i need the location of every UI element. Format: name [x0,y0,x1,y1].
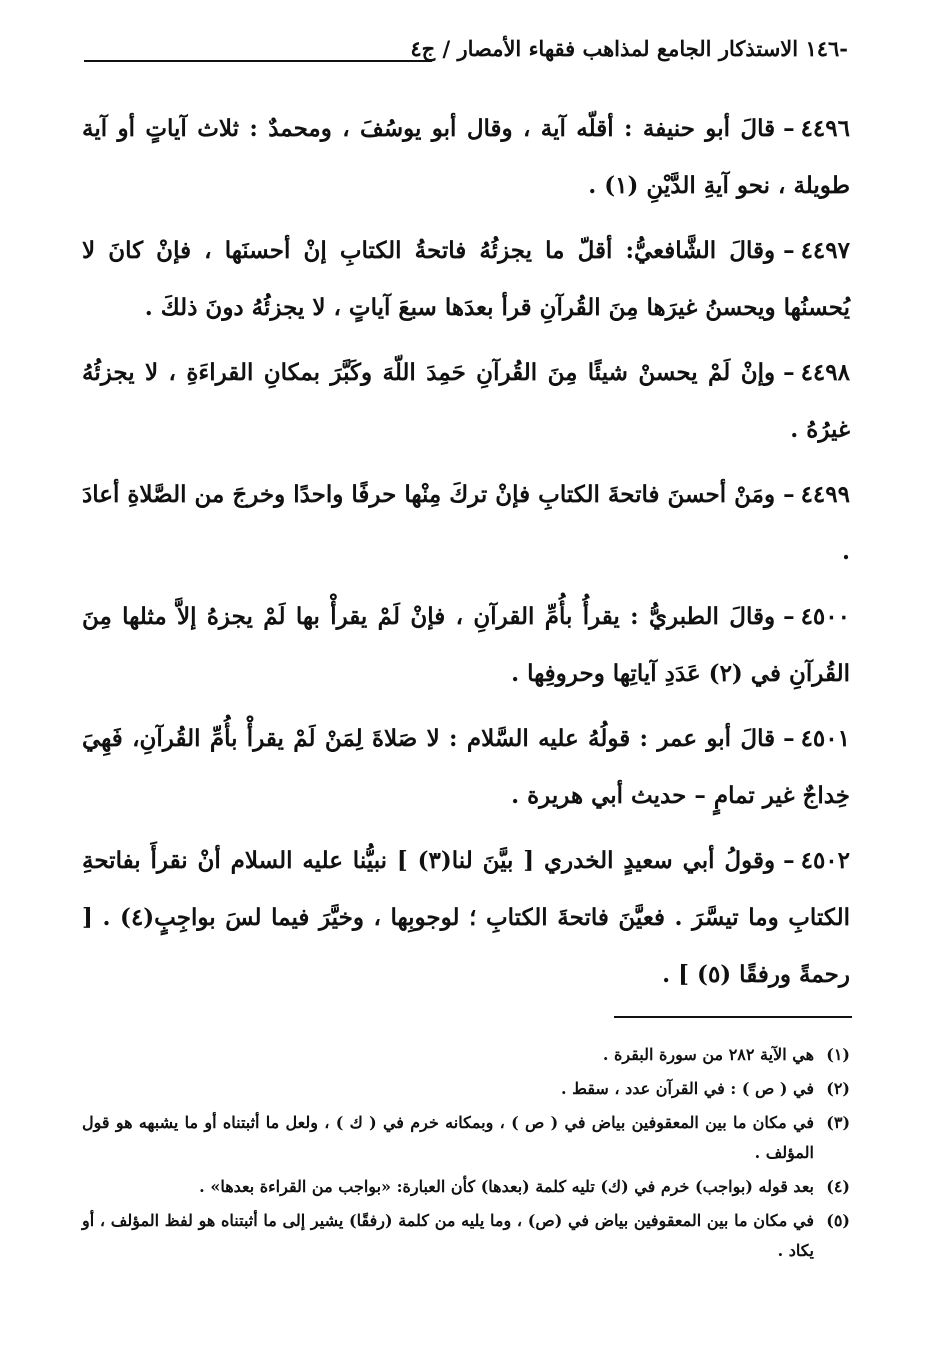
paragraph-text: وقالَ الطبريُّ : يقرأُ بأُمِّ القرآنِ ، فإنْ لَمْ يقرأْ بها لَمْ يجزهُ إلاَّ مثلها مِنَ القُرآنِ في (٢) عَدَدِ آياتِها وحروفِها . [82,603,850,687]
paragraph-4501 [82,710,850,824]
dash: – [783,115,795,142]
paragraph-number: ٤٤٩٦ [800,115,850,142]
footnotes [82,1040,850,1270]
dash: – [783,603,795,630]
dash: – [783,237,795,264]
footnote-label: (١) [826,1045,850,1064]
paragraph-number: ٤٤٩٨ [800,359,850,386]
paragraph-number: ٤٤٩٩ [800,481,850,508]
main-text [82,100,850,1011]
footnote-2 [82,1074,850,1104]
footnote-3 [82,1108,850,1168]
footnote-rule [614,1016,852,1018]
paragraph-4499 [82,466,850,580]
footnote-text: هي الآية ٢٨٢ من سورة البقرة . [602,1045,814,1064]
dash: – [783,847,795,874]
dash: – [783,481,795,508]
footnote-4 [82,1172,850,1202]
footnote-text: في مكان ما بين المعقوفين بياض في (ص) ، وما يليه من كلمة (رفقًا) يشير إلى ما أثبتناه هو لفظ المؤلف ، أو يكاد . [82,1211,814,1260]
paragraph-text: قالَ أبو حنيفة : أقلّه آية ، وقال أبو يوسُفَ ، ومحمدٌ : ثلاث آياتٍ أو آية طويلة ، نحو آيةِ الدَّيْنِ (١) . [82,115,850,199]
paragraph-text: قالَ أبو عمر : قولُهُ عليه السَّلام : لا صَلاةَ لِمَنْ لَمْ يقرأْ بأُمِّ القُرآنِ، فَهِيَ خِداجٌ غير تمامٍ – حديث أبي هريرة . [82,725,850,809]
dash: – [783,725,795,752]
footnote-text: في ( ص ) : في القرآن عدد ، سقط . [561,1079,814,1098]
footnote-5 [82,1206,850,1266]
footnote-text: في مكان ما بين المعقوفين بياض في ( ص ) ، وبمكانه خرم في ( ك ) ، ولعل ما أثبتناه أو ما يشبهه هو قول المؤلف . [82,1113,815,1162]
footnote-label: (٣) [826,1113,851,1132]
running-head: -١٤٦ الاستذكار الجامع لمذاهب فقهاء الأمصار / ج٤ [410,36,848,61]
footnote-label: (٢) [826,1079,850,1098]
header-rule [84,60,432,62]
paragraph-text: وإنْ لَمْ يحسنْ شيئًا مِنَ القُرآنِ حَمِدَ اللّهَ وكَبَّرَ بمكانِ القراءَةِ ، لا يجزئُهُ غيرُهُ . [82,359,850,443]
paragraph-4497 [82,222,850,336]
footnote-text: بعد قوله (بواجب) خرم في (ك) تليه كلمة (بعدها) كأن العبارة: «بواجب من القراءة بعدها» . [199,1177,814,1196]
footnote-1 [82,1040,850,1070]
paragraph-text: ومَنْ أحسنَ فاتحةَ الكتابِ فإنْ تركَ مِنْها حرفًا واحدًا وخرجَ من الصَّلاةِ أعادَ . [82,481,850,565]
paragraph-4500 [82,588,850,702]
paragraph-text: وقالَ الشَّافعيُّ: أقلّ ما يجزئُهُ فاتحةُ الكتابِ إنْ أحسنَها ، فإنْ كانَ لا يُحسنُها ويحسنُ غيرَها مِنَ القُرآنِ قرأ بعدَها سبعَ آياتٍ ، لا يجزئُهُ دونَ ذلكَ . [82,237,850,321]
paragraph-number: ٤٥٠١ [800,725,850,752]
dash: – [783,359,795,386]
footnote-label: (٤) [826,1177,850,1196]
paragraph-4498 [82,344,850,458]
footnote-label: (٥) [826,1211,850,1230]
paragraph-4496 [82,100,850,214]
paragraph-number: ٤٤٩٧ [800,237,850,264]
paragraph-text: وقولُ أبي سعيدٍ الخدري [ بيَّنَ لنا(٣) ] نبيُّنا عليه السلام أنْ نقرأَ بفاتحةِ الكتابِ وما تيسَّرَ . فعيَّنَ فاتحةَ الكتابِ ؛ لوجوبِها ، وخيَّرَ فيما لسَ بواجِبٍ(٤) . [ رحمةً ورفقًا (٥) ] . [82,847,850,988]
paragraph-4502 [82,832,850,1003]
paragraph-number: ٤٥٠٢ [800,847,851,874]
paragraph-number: ٤٥٠٠ [800,603,850,630]
